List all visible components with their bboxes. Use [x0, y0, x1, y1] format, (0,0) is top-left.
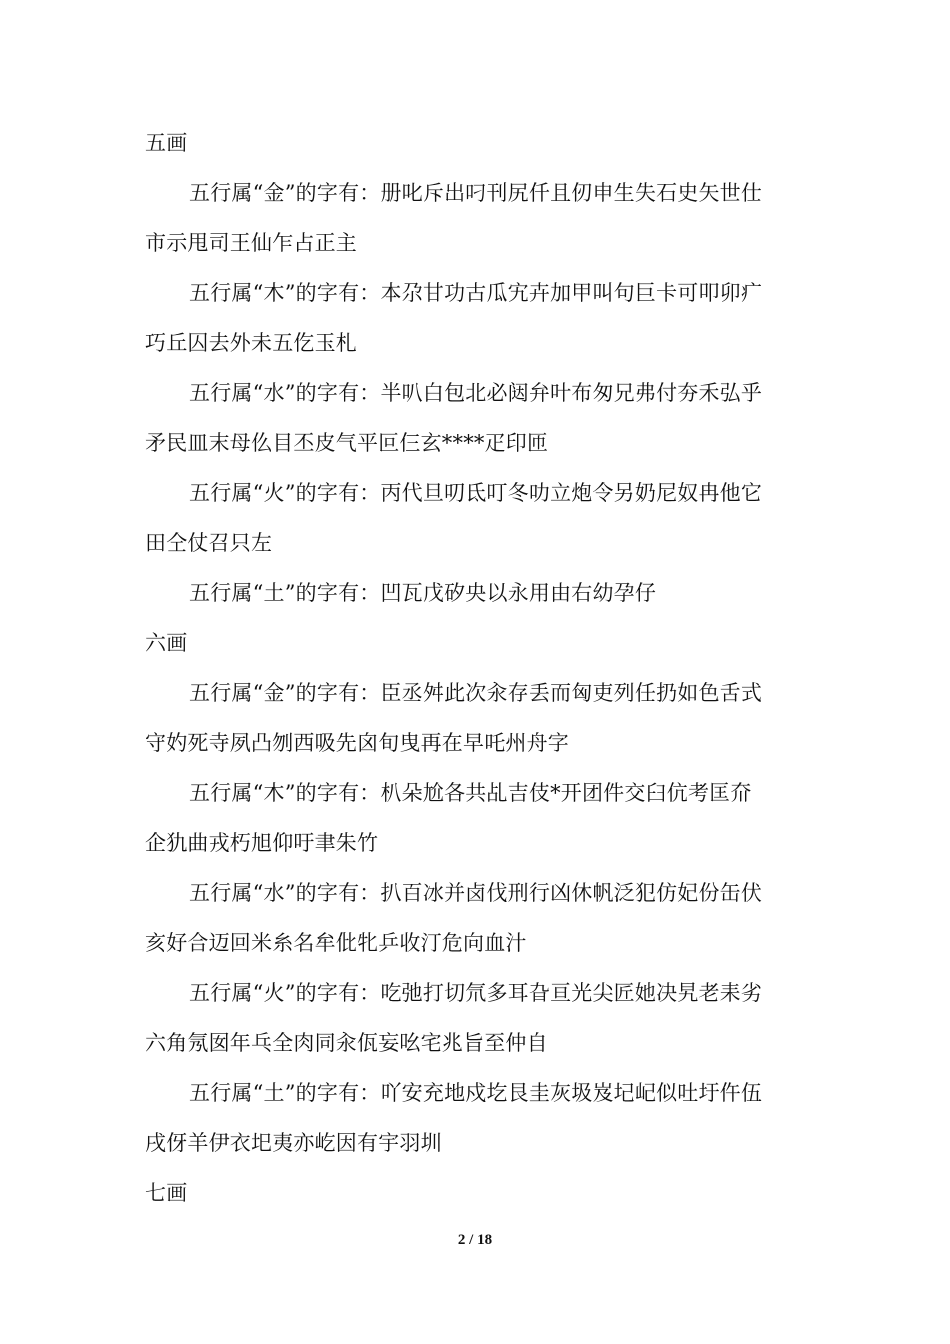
- paragraph-line: 五行属“金”的字有：臣丞舛此次汆存丢而匈吏列任扔如色舌式: [189, 681, 763, 705]
- paragraph-line: 五行属“金”的字有：册叱斥出叼刊尻仟且仞申生失石史矢世仕: [189, 181, 763, 205]
- section-heading-5-strokes: 五画: [145, 131, 188, 155]
- paragraph-line: 五行属“土”的字有：凹瓦戊矽央以永用由右幼孕仔: [189, 581, 657, 605]
- paragraph-line: 巧丘囚去外未五仡玉札: [145, 331, 357, 355]
- paragraph-line: 五行属“土”的字有：吖安充地戍圪艮圭灰圾岌圮屺似吐圩仵伍: [189, 1081, 763, 1105]
- paragraph-line: 矛民皿末母仫目丕皮气平叵仨玄****疋印匝: [145, 431, 549, 455]
- section-heading-6-strokes: 六画: [145, 631, 188, 655]
- paragraph-line: 五行属“火”的字有：丙代旦叨氐叮冬叻立炮令另奶尼奴冉他它: [189, 481, 763, 505]
- page-number: 2 / 18: [457, 1232, 493, 1248]
- paragraph-line: 守妁死寺夙凸刎西吸先囟旬曳再在早吒州舟字: [145, 731, 569, 755]
- section-heading-7-strokes: 七画: [145, 1181, 188, 1205]
- paragraph-line: 市示甩司王仙乍占正主: [145, 231, 357, 255]
- paragraph-line: 六角氖囡年乓全肉同汆佤妄吆宅兆旨至仲自: [145, 1031, 548, 1055]
- paragraph-line: 五行属“水”的字有：扒百冰并卤伐刑行凶休帆泛犯仿妃份缶伏: [189, 881, 763, 905]
- paragraph-line: 戌伢羊伊衣圯夷亦屹因有宇羽圳: [145, 1131, 442, 1155]
- paragraph-line: 亥好合迈回米糸名牟仳牝乒收汀危向血汁: [145, 931, 527, 955]
- paragraph-line: 五行属“木”的字有：朳朵尬各共乩吉伎*开团件交臼伉考匡夼: [189, 781, 752, 805]
- paragraph-line: 五行属“火”的字有：吃弛打切氘多耳旮亘光尖匠她决旯老耒劣: [189, 981, 763, 1005]
- paragraph-line: 五行属“水”的字有：半叭白包北必闼弁叶布匆兄弗付夯禾弘乎: [189, 381, 763, 405]
- paragraph-line: 五行属“木”的字有：本尕甘功古瓜宄卉加甲叫句巨卡可叩卯疒: [189, 281, 763, 305]
- document-body: [145, 118, 815, 1218]
- paragraph-line: 企犰曲戎朽旭仰吁聿朱竹: [145, 831, 379, 855]
- paragraph-line: 田仝仗召只左: [145, 531, 273, 555]
